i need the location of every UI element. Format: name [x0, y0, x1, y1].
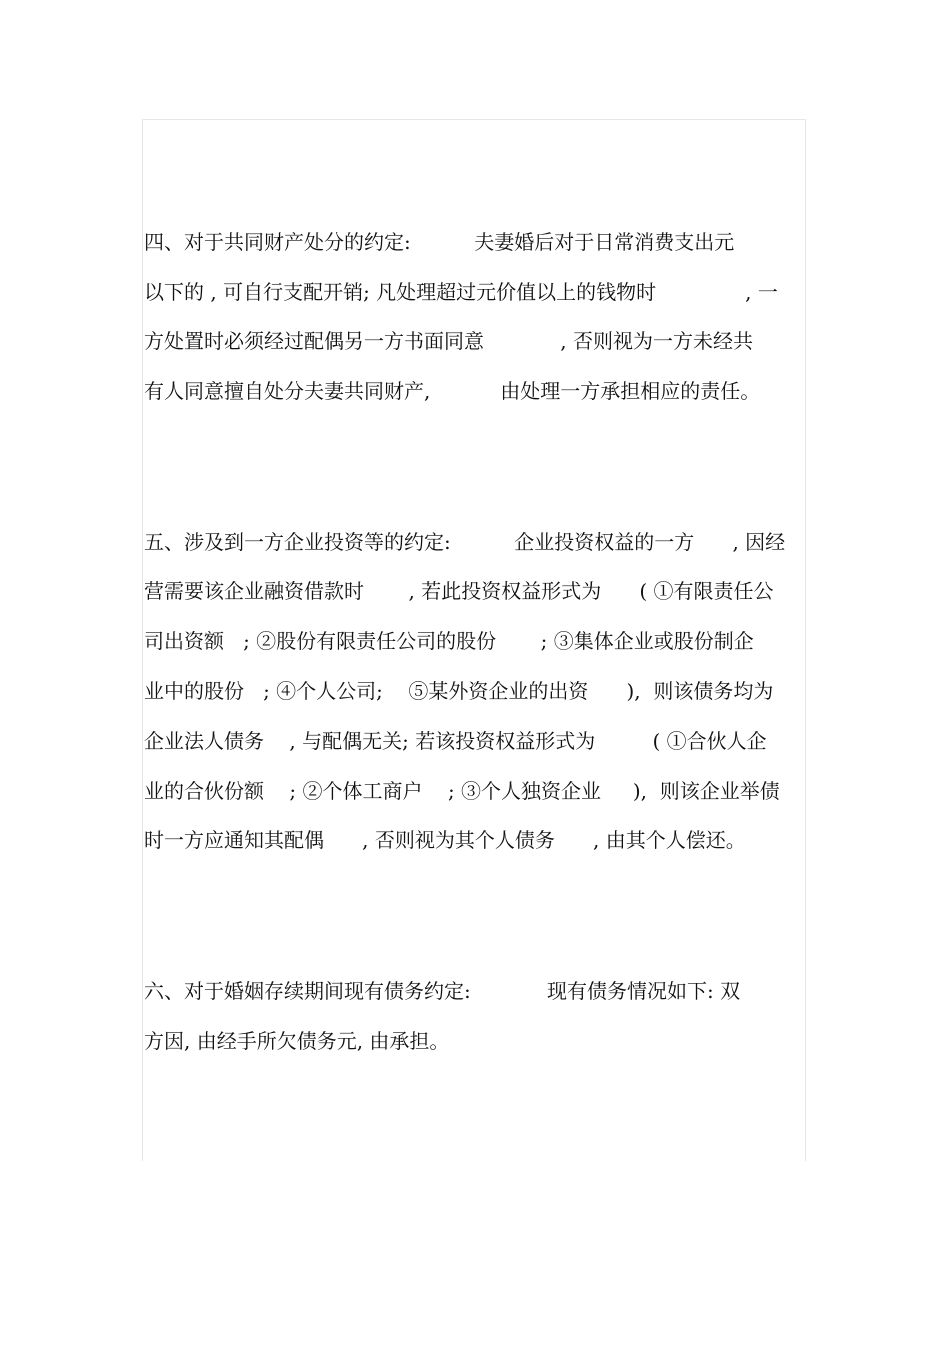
text-line: 方因, 由经手所欠债务元, 由承担。	[144, 1029, 450, 1053]
text-line: 以下的 , 可自行支配开销; 凡处理超过元价值以上的钱物时 , 一	[144, 280, 778, 304]
text-line: 有人同意擅自处分夫妻共同财产, 由处理一方承担相应的责任。	[144, 379, 761, 403]
text-line: 业中的股份 ; ④个人公司; ⑤某外资企业的出资 ), 则该债务均为	[144, 679, 774, 703]
text-line: 方处置时必须经过配偶另一方书面同意 , 否则视为一方未经共	[144, 329, 754, 353]
text-line: 营需要该企业融资借款时 , 若此投资权益形式为 ( ①有限责任公	[144, 579, 774, 603]
text-line: 六、对于婚姻存续期间现有债务约定: 现有债务情况如下: 双	[144, 979, 741, 1003]
text-line: 业的合伙份额 ; ②个体工商户 ; ③个人独资企业 ), 则该企业举债	[144, 779, 780, 803]
text-line: 司出资额 ; ②股份有限责任公司的股份 ; ③集体企业或股份制企	[144, 629, 754, 653]
text-line: 五、涉及到一方企业投资等的约定: 企业投资权益的一方 , 因经	[144, 530, 786, 554]
text-line: 时一方应通知其配偶 , 否则视为其个人债务 , 由其个人偿还。	[144, 828, 746, 852]
text-line: 四、对于共同财产处分的约定: 夫妻婚后对于日常消费支出元	[144, 230, 735, 254]
text-line: 企业法人债务 , 与配偶无关; 若该投资权益形式为 ( ①合伙人企	[144, 729, 767, 753]
